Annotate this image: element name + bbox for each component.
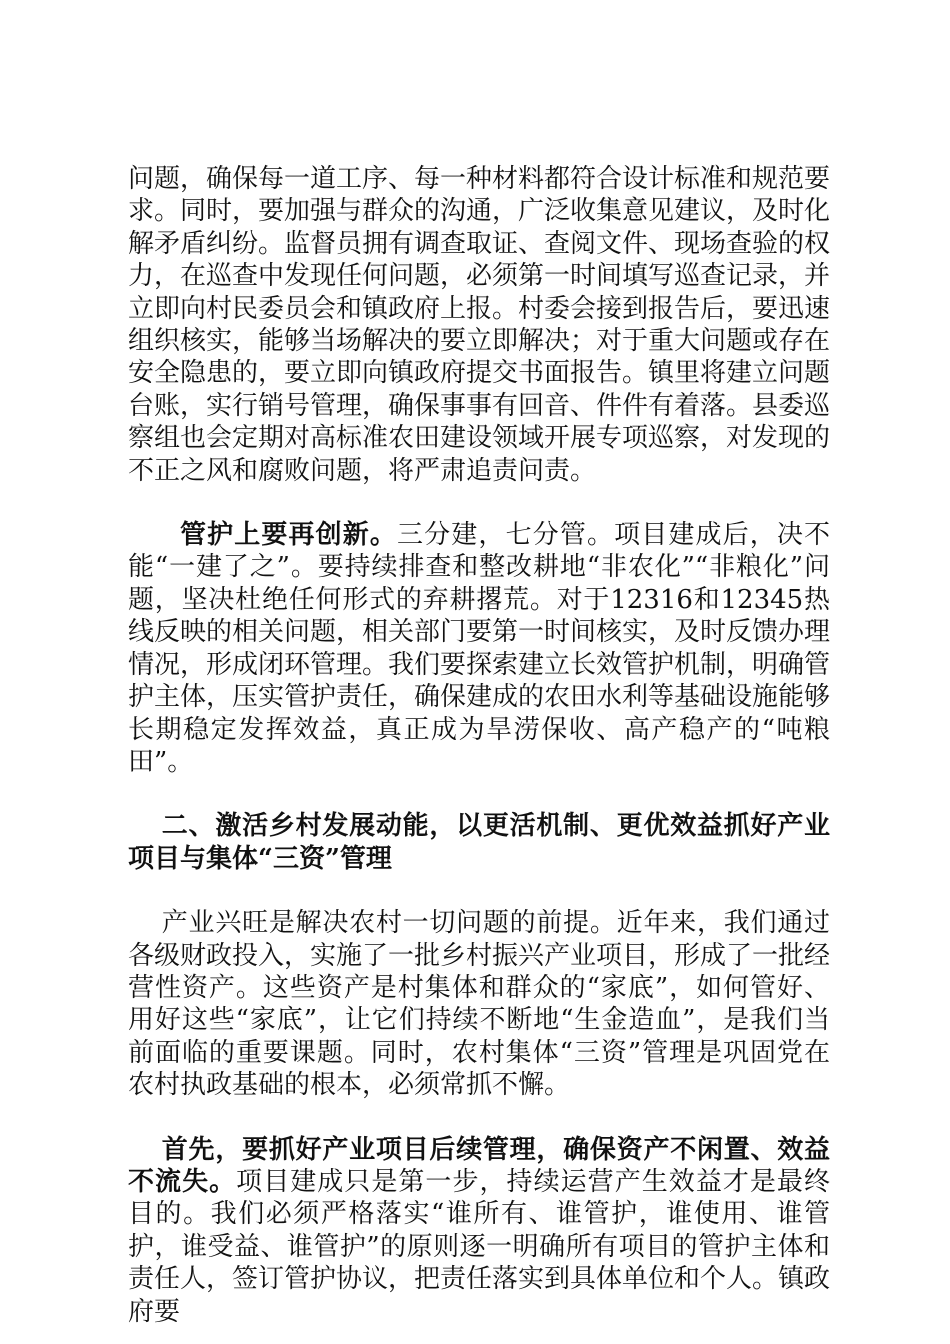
paragraph-body-project-management: 项目建成只是第一步，持续运营产生效益才是最终目的。我们必须严格落实“谁所有、谁管护，谁使用、谁管护，谁受益、谁管护”的原则逐一明确所有项目的管护主体和责任人，签订管护协议，把责任落实到具体单位和个人。镇政府要 xyxy=(128,1166,831,1327)
paragraph-supervision: 问题，确保每一道工序、每一种材料都符合设计标准和规范要求。同时，要加强与群众的沟通，广泛收集意见建议，及时化解矛盾纠纷。监督员拥有调查取证、查阅文件、现场查验的权力，在巡查中发现任何问题，必须第一时间填写巡查记录，并立即向村民委员会和镇政府上报。村委会接到报告后，要迅速组织核实，能够当场解决的要立即解决；对于重大问题或存在安全隐患的，要立即向镇政府提交书面报告。镇里将建立问题台账，实行销号管理，确保事事有回音、件件有着落。县委巡察组也会定期对高标准农田建设领域开展专项巡察，对发现的不正之风和腐败问题，将严肃追责问责。 xyxy=(128,164,831,486)
paragraph-maintenance xyxy=(128,519,830,778)
paragraph-lead-maintenance: 管护上要再创新。 xyxy=(180,520,398,551)
paragraph-project-management xyxy=(128,1134,830,1328)
section-heading-2: 二、激活乡村发展动能，以更活机制、更优效益抓好产业项目与集体“三资”管理 xyxy=(128,811,830,874)
document-page xyxy=(128,163,830,1328)
paragraph-lead-project-management: 首先，要抓好产业项目后续管理，确保资产不闲置、效益不流失。 xyxy=(128,1134,830,1197)
paragraph-industry: 产业兴旺是解决农村一切问题的前提。近年来，我们通过各级财政投入，实施了一批乡村振兴产业项目，形成了一批经营性资产。这些资产是村集体和群众的“家底”，如何管好、用好这些“家底”，让它们持续不断地“生金造血”，是我们当前面临的重要课题。同时，农村集体“三资”管理是巩固党在农村执政基础的根本，必须常抓不懈。 xyxy=(128,908,831,1101)
paragraph-body-maintenance: 三分建，七分管。项目建成后，决不能“一建了之”。要持续排查和整改耕地“非农化”“非粮化”问题，坚决杜绝任何形式的弃耕撂荒。对于12316和12345热线反映的相关问题，相关部门要第一时间核实，及时反馈办理情况，形成闭环管理。我们要探索建立长效管护机制，明确管护主体，压实管护责任，确保建成的农田水利等基础设施能够长期稳定发挥效益，真正成为旱涝保收、高产稳产的“吨粮田”。 xyxy=(128,520,831,777)
